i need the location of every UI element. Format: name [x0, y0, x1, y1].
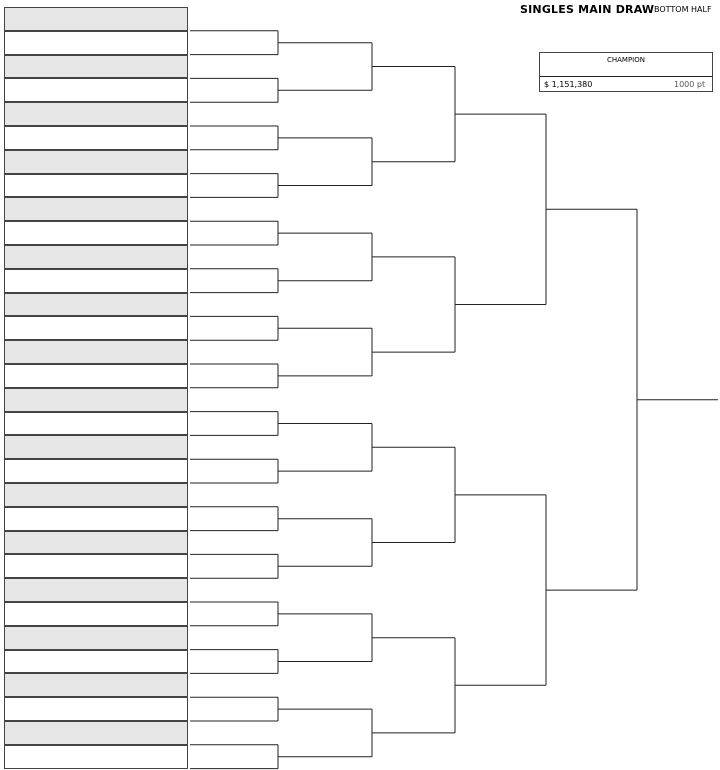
draw-title: SINGLES MAIN DRAW	[520, 3, 655, 16]
champion-points: 1000 pt	[674, 80, 706, 89]
draw-subtitle: BOTTOM HALF	[654, 5, 712, 14]
champion-prize: $ 1,151,380	[544, 80, 593, 89]
champion-label: CHAMPION	[606, 56, 645, 64]
